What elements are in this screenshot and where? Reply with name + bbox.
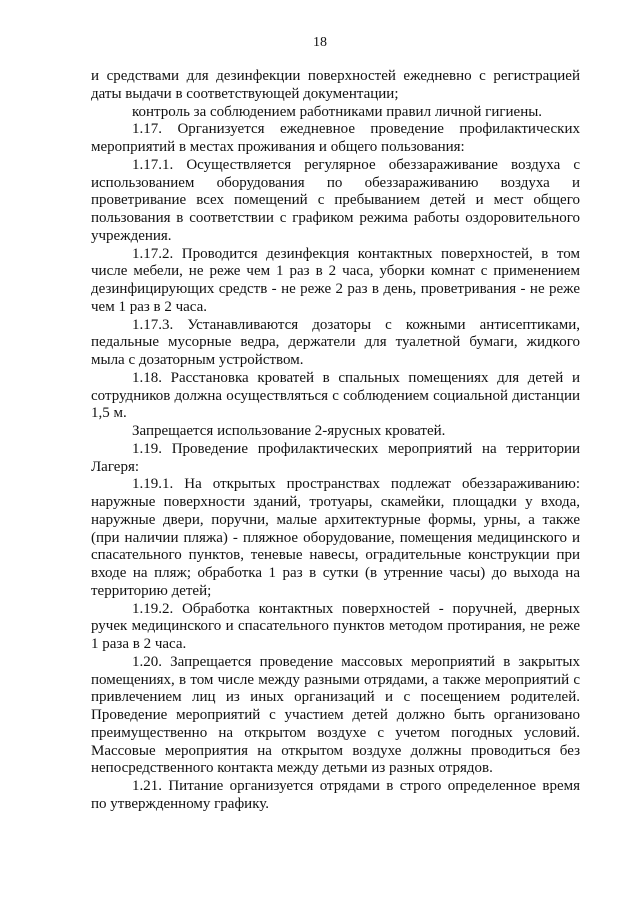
page-number: 18	[313, 35, 327, 50]
paragraph-1-17: 1.17. Организуется ежедневное проведение профилактических мероприятий в местах проживания и общего пользования:	[91, 121, 580, 155]
paragraph-1-21: 1.21. Питание организуется отрядами в строго определенное время по утвержденному графику.	[91, 778, 580, 812]
paragraph-1-20: 1.20. Запрещается проведение массовых мероприятий в закрытых помещениях, в том числе между разными отрядами, а также мероприятий с привлечением лиц из иных организаций и с посещением родителей. Проведение мероприятий с участием детей должно быть организовано преимущественно на открытом воздухе с учетом погодных условий. Массовые мероприятия на открытом воздухе должны проводиться без непосредственного контакта между детьми из разных отрядов.	[91, 653, 580, 777]
paragraph-1-19: 1.19. Проведение профилактических мероприятий на территории Лагеря:	[91, 440, 580, 475]
paragraph-1-17-1: 1.17.1. Осуществляется регулярное обеззараживание воздуха с использованием оборудования по обеззараживанию воздуха и проветривание всех помещений с пребыванием детей и мест общего пользования в соответствии с графиком режима работы оздоровительного учреждения.	[91, 156, 580, 244]
paragraph-1-17-3: 1.17.3. Устанавливаются дозаторы с кожными антисептиками, педальные мусорные ведра, держатели для туалетной бумаги, жидкого мыла с дозаторным устройством.	[91, 316, 580, 368]
paragraph-1-19-1: 1.19.1. На открытых пространствах подлежат обеззараживанию: наружные поверхности зданий, тротуары, скамейки, площадки у входа, наружные двери, поручни, малые архитектурные формы, урны, а также (при наличии пляжа) - пляжное оборудование, помещения медицинского и спасательного пунктов, теневые навесы, оградительные конструкции при входе на пляж; обработка 1 раз в сутки (в утренние часы) до выхода на территорию детей;	[91, 476, 580, 599]
paragraph-1-17-2: 1.17.2. Проводится дезинфекция контактных поверхностей, в том числе мебели, не реже чем 1 раз в 2 часа, уборки комнат с применением дезинфицирующих средств - не реже 2 раз в день, проветривания - не реже чем 1 раз в 2 часа.	[91, 245, 580, 315]
paragraph-1-19-2: 1.19.2. Обработка контактных поверхностей - поручней, дверных ручек медицинского и спасательного пунктов методом протирания, не реже 1 раза в 2 часа.	[91, 600, 580, 652]
paragraph-1-18: 1.18. Расстановка кроватей в спальных помещениях для детей и сотрудников должна осуществляться с соблюдением социальной дистанции 1,5 м.	[91, 369, 580, 422]
paragraph-disinfectant-supply: и средствами для дезинфекции поверхностей ежедневно с регистрацией даты выдачи в соответствующей документации;	[91, 68, 580, 102]
paragraph-bunk-bed-ban: Запрещается использование 2-ярусных кроватей.	[132, 423, 446, 439]
document-body	[91, 68, 580, 814]
paragraph-hygiene-control: контроль за соблюдением работниками правил личной гигиены.	[132, 103, 543, 120]
